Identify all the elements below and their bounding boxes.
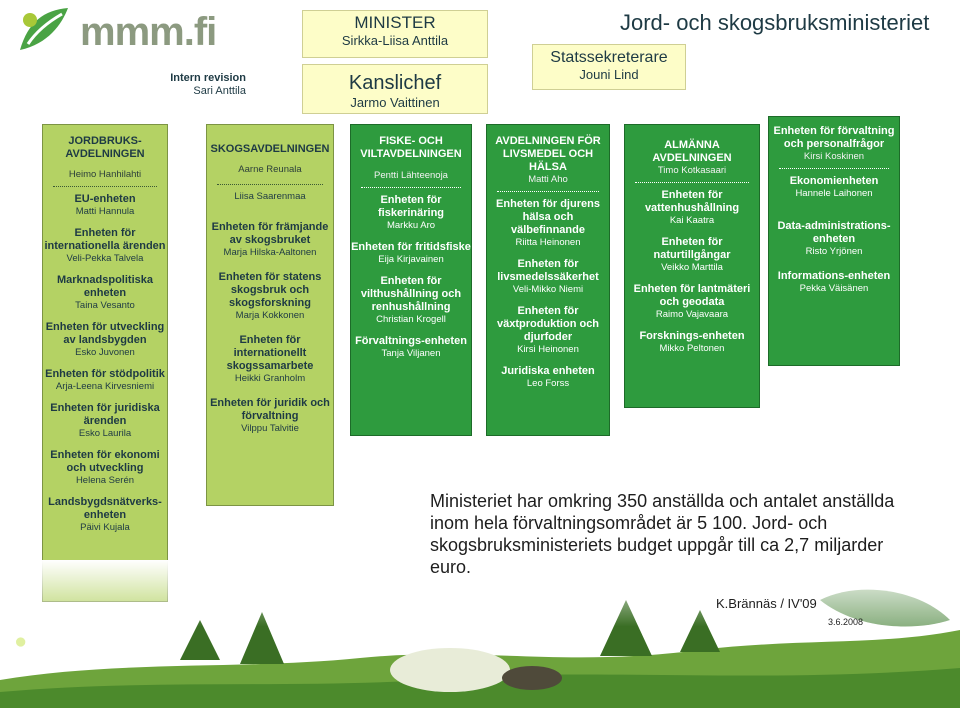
- unit-name: Enheten för främjande av skogsbruket: [211, 221, 329, 246]
- divider: [217, 184, 323, 185]
- unit: [351, 275, 471, 326]
- statssekreterare-name: Jouni Lind: [579, 67, 639, 82]
- unit: [487, 305, 609, 356]
- unit-person: Mikko Peltonen: [659, 343, 725, 354]
- unit-name: Förvaltnings-enheten: [355, 335, 467, 347]
- department-head-person: Kirsi Koskinen: [803, 151, 865, 162]
- statssekreterare-box: [532, 44, 686, 90]
- unit: [351, 194, 471, 232]
- department-fiske-vilt: [350, 124, 472, 436]
- unit-person: Leo Forss: [526, 378, 570, 389]
- divider: [361, 187, 461, 188]
- unit-person: Christian Krogell: [376, 314, 446, 325]
- department-head-person: Matti Aho: [528, 174, 568, 185]
- unit-person: Taina Vesanto: [75, 300, 135, 311]
- unit: [207, 334, 333, 385]
- unit: [625, 236, 759, 274]
- leaf-logo-icon: [14, 4, 74, 54]
- department-head: JORDBRUKS-AVDELNINGEN: [65, 135, 145, 160]
- department-head-person: Timo Kotkasaari: [657, 165, 727, 176]
- unit-person: Veikko Marttila: [661, 262, 723, 273]
- unit-person: Tanja Viljanen: [381, 348, 441, 359]
- unit-person: Riitta Heinonen: [515, 237, 581, 248]
- unit-name: EU-enheten: [74, 193, 136, 205]
- department-head: SKOGSAVDELNINGEN: [210, 143, 330, 155]
- logo-footer-text: mmm.fi: [56, 632, 149, 662]
- unit: [487, 198, 609, 249]
- unit: [43, 274, 167, 312]
- unit-person: Pekka Väisänen: [799, 283, 869, 294]
- divider: [53, 186, 157, 187]
- unit-name: Enheten för juridik och förvaltning: [210, 397, 330, 422]
- kanslichef-title: Kanslichef: [348, 72, 442, 94]
- unit-person: Heikki Granholm: [234, 373, 306, 384]
- unit-name: Enheten för juridiska ärenden: [50, 402, 160, 427]
- unit-person: Eija Kirjavainen: [378, 254, 444, 265]
- unit-person: Marja Kokkonen: [235, 310, 305, 321]
- unit-name: Enheten för livsmedelssäkerhet: [497, 258, 599, 283]
- ministry-note: Ministeriet har omkring 350 anställda och antalet anställda inom hela förvaltningsområdet är 5 100. Jord- och skogsbruksministeriets budget uppgår till ca 2,7 miljarder euro.: [430, 491, 895, 577]
- department-head: AVDELNINGEN FÖR LIVSMEDEL OCH HÄLSA: [495, 135, 601, 173]
- minister-name: Sirkka-Liisa Anttila: [341, 33, 449, 48]
- divider: [779, 168, 889, 169]
- unit-name: Forsknings-enheten: [639, 330, 745, 342]
- unit-name: Landsbygdsnätverks-enheten: [48, 496, 162, 521]
- unit-name: Enheten för naturtillgångar: [653, 236, 731, 261]
- unit: [487, 258, 609, 296]
- unit: [43, 321, 167, 359]
- unit-name: Enheten för stödpolitik: [45, 368, 165, 380]
- unit-person: Risto Yrjönen: [805, 246, 863, 257]
- unit: [43, 193, 167, 218]
- unit-name: Enheten för vattenhushållning: [644, 189, 740, 214]
- unit-name: Marknadspolitiska enheten: [57, 274, 153, 299]
- unit-name: Enheten för utveckling av landsbygden: [45, 321, 165, 346]
- department-head: Enheten för förvaltning och personalfrågor: [773, 125, 895, 150]
- unit-name: Enheten för växtproduktion och djurfoder: [496, 305, 600, 343]
- unit-name: Data-administrations-enheten: [777, 220, 891, 245]
- unit: [207, 221, 333, 259]
- department-skog: [206, 124, 334, 506]
- mmm-logo: [14, 4, 217, 60]
- unit: [43, 368, 167, 393]
- unit-person: Marja Hilska-Aaltonen: [223, 247, 317, 258]
- department-jordbruk: [42, 124, 168, 602]
- unit: [43, 449, 167, 487]
- unit-name: Enheten för vilthushållning och renhushållning: [360, 275, 462, 313]
- unit-person: Arja-Leena Kirvesniemi: [55, 381, 155, 392]
- ministry-title: Jord- och skogsbruksministeriet: [620, 10, 930, 35]
- department-head-person: Aarne Reunala: [238, 164, 302, 175]
- unit: [351, 335, 471, 360]
- unit-person: Veli-Mikko Niemi: [512, 284, 584, 295]
- unit-name: Juridiska enheten: [501, 365, 595, 377]
- unit: [43, 227, 167, 265]
- mmm-logo-footer: [10, 630, 160, 670]
- unit: [625, 283, 759, 321]
- intern-revision-title: Intern revision: [170, 72, 246, 84]
- unit: [769, 270, 899, 295]
- unit: [207, 397, 333, 435]
- unit-person: Päivi Kujala: [80, 522, 130, 533]
- statssekreterare-title: Statssekreterare: [550, 49, 668, 66]
- unit: [43, 496, 167, 534]
- intern-revision: [160, 72, 246, 98]
- divider: [497, 191, 599, 192]
- intern-revision-name: Sari Anttila: [193, 85, 246, 97]
- unit-name: Enheten för djurens hälsa och välbefinnande: [496, 198, 600, 236]
- unit: [43, 402, 167, 440]
- unit-person: Esko Juvonen: [75, 347, 135, 358]
- divider: [635, 182, 749, 183]
- unit-person: Kirsi Heinonen: [517, 344, 579, 355]
- date: 3.6.2008: [828, 617, 864, 627]
- unit-person: Kai Kaatra: [669, 215, 715, 226]
- unit: [351, 241, 471, 266]
- department-head-person: Pentti Lähteenoja: [374, 170, 448, 181]
- kanslichef-box: [302, 64, 488, 114]
- kanslichef-name: Jarmo Vaittinen: [350, 95, 440, 110]
- unit-name: Informations-enheten: [777, 270, 891, 282]
- unit-name: Enheten för ekonomi och utveckling: [50, 449, 160, 474]
- unit-name: Enheten för fiskerinäring: [377, 194, 445, 219]
- unit-person: Veli-Pekka Talvela: [66, 253, 144, 264]
- unit-name: Enheten för internationellt skogssamarbete: [226, 334, 314, 372]
- unit-person: Raimo Vajavaara: [655, 309, 729, 320]
- department-forvaltning-personal: [768, 116, 900, 366]
- unit-name: Enheten för statens skogsbruk och skogsforskning: [218, 271, 322, 309]
- unit-person: Hannele Laihonen: [795, 188, 873, 199]
- unit-name: Enheten för fritidsfiske: [351, 241, 471, 253]
- unit-person: Esko Laurila: [78, 428, 132, 439]
- department-head: ALMÄNNA AVDELNINGEN: [652, 139, 732, 164]
- unit-name: Ekonomienheten: [789, 175, 879, 187]
- unit: [769, 220, 899, 258]
- signature: K.Brännäs / IV'09: [716, 596, 817, 611]
- unit-person: Matti Hannula: [75, 206, 135, 217]
- minister-title: MINISTER: [354, 13, 436, 32]
- unit-person: Vilppu Talvitie: [241, 423, 299, 434]
- unit-person: Markku Aro: [386, 220, 436, 231]
- unit: [207, 191, 333, 203]
- unit-name: Enheten för internationella ärenden: [44, 227, 166, 252]
- logo-text: mmm.fi: [80, 10, 217, 54]
- department-head-person: Heimo Hanhilahti: [68, 169, 142, 180]
- leaf-logo-icon: [10, 630, 50, 666]
- department-allmanna: [624, 124, 760, 408]
- unit-name: Enheten för lantmäteri och geodata: [633, 283, 751, 308]
- unit: [625, 189, 759, 227]
- unit: [207, 271, 333, 322]
- unit: [487, 365, 609, 390]
- department-livsmedel-halsa: [486, 124, 610, 436]
- unit-person: Liisa Saarenmaa: [234, 191, 306, 202]
- unit: [625, 330, 759, 355]
- unit: [769, 175, 899, 200]
- unit-person: Helena Serén: [75, 475, 135, 486]
- minister-box: [302, 10, 488, 58]
- department-head: FISKE- OCH VILTAVDELNINGEN: [360, 135, 462, 160]
